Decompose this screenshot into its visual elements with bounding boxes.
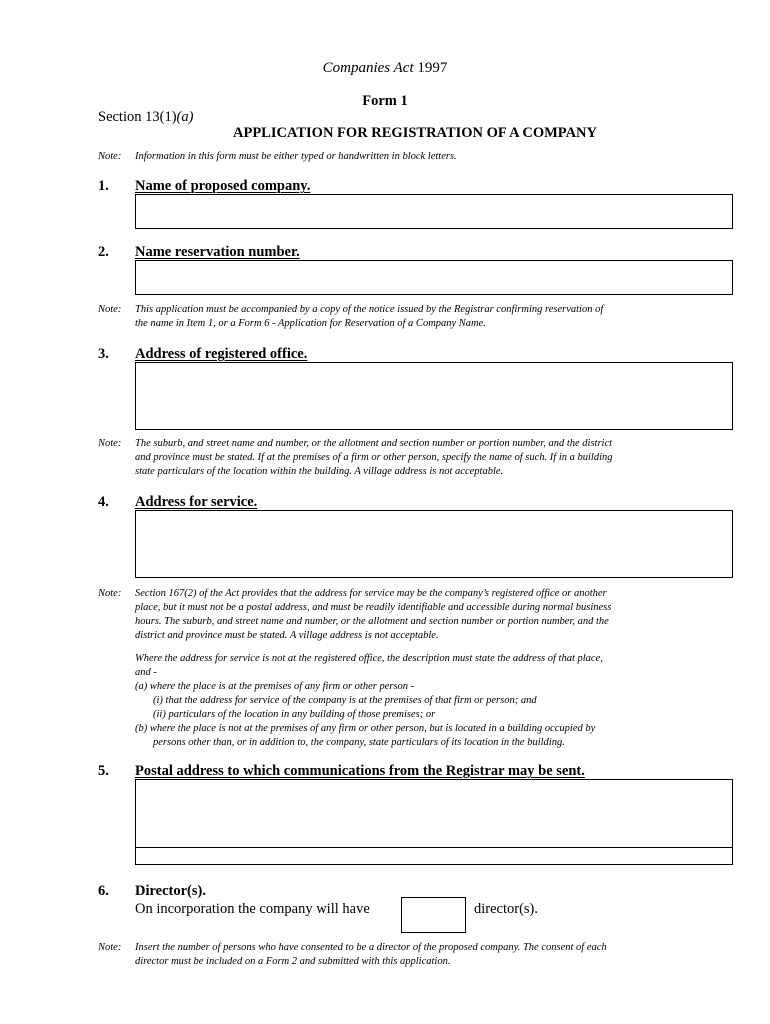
note-line: director must be included on a Form 2 and submitted with this application. (135, 956, 451, 967)
note-item3 (135, 437, 730, 479)
item-heading: Postal address to which communications from the Registrar may be sent. (135, 763, 585, 779)
note-line: place, but it must not be a postal address, and must be readily identifiable and accessible during normal business (135, 602, 612, 613)
note-line: district and province must be stated. A village address is not acceptable. (135, 630, 439, 641)
note-item4 (135, 587, 730, 643)
item-heading: Address for service. (135, 494, 258, 510)
note-item2 (135, 303, 730, 331)
act-year: 1997 (413, 60, 448, 76)
note-label: Note: (98, 588, 122, 599)
company-name-field[interactable] (135, 194, 733, 229)
note-line: (b) where the place is not at the premises of any firm or other person, but is located in a building occupied by (135, 723, 596, 734)
postal-address-field[interactable] (135, 779, 733, 865)
registered-office-field[interactable] (135, 362, 733, 430)
item-heading: Director(s). (135, 883, 206, 899)
note-line: hours. The suburb, and street name and number, or the allotment and section number or portion number, and the (135, 616, 609, 627)
item-number: 6. (98, 883, 109, 899)
note-line: Where the address for service is not at the registered office, the description must state the address of that place, (135, 653, 603, 664)
item-heading: Address of registered office. (135, 346, 308, 362)
section-suffix: (a) (176, 109, 194, 125)
reservation-number-field[interactable] (135, 260, 733, 295)
item-number: 4. (98, 494, 109, 510)
note-label: Note: (98, 942, 122, 953)
note-line: state particulars of the location within the building. A village address is not acceptable. (135, 466, 504, 477)
item-number: 5. (98, 763, 109, 779)
note-item4-detail (135, 652, 735, 750)
note-line: This application must be accompanied by a copy of the notice issued by the Registrar confirming reservation of (135, 304, 604, 315)
note-label: Note: (98, 151, 122, 162)
section-reference (98, 109, 193, 126)
item-heading: Name of proposed company. (135, 178, 311, 194)
item-number: 1. (98, 178, 109, 194)
item-number: 2. (98, 244, 109, 260)
note-line: (a) where the place is at the premises of any firm or other person - (135, 681, 415, 692)
item-heading: Name reservation number. (135, 244, 300, 260)
address-for-service-field[interactable] (135, 510, 733, 578)
intro-note: Information in this form must be either typed or handwritten in block letters. (135, 151, 457, 162)
note-line: Section 167(2) of the Act provides that the address for service may be the company’s registered office or another (135, 588, 607, 599)
note-line: and - (135, 667, 157, 678)
directors-prefix: On incorporation the company will have (135, 901, 370, 917)
directors-suffix: director(s). (474, 901, 539, 917)
act-title (0, 60, 770, 77)
note-line: The suburb, and street name and number, or the allotment and section number or portion number, and the district (135, 438, 613, 449)
note-line: Insert the number of persons who have consented to be a director of the proposed company. The consent of each (135, 942, 607, 953)
item-number: 3. (98, 346, 109, 362)
directors-count-field[interactable] (401, 897, 466, 933)
note-item6 (135, 941, 730, 969)
note-line: (ii) particulars of the location in any building of those premises; or (153, 709, 436, 720)
form-label: Form 1 (362, 93, 408, 109)
act-name: Companies Act (322, 60, 414, 76)
section-prefix: Section 13(1) (98, 109, 177, 125)
note-label: Note: (98, 304, 122, 315)
note-line: persons other than, or in addition to, the company, state particulars of its location in the building. (153, 737, 565, 748)
postal-address-divider (136, 847, 732, 848)
note-label: Note: (98, 438, 122, 449)
form-title: APPLICATION FOR REGISTRATION OF A COMPANY (233, 125, 597, 141)
note-line: the name in Item 1, or a Form 6 - Application for Reservation of a Company Name. (135, 318, 486, 329)
note-line: (i) that the address for service of the company is at the premises of that firm or person; and (153, 695, 537, 706)
note-line: and province must be stated. If at the premises of a firm or other person, specify the name of such. If in a building (135, 452, 613, 463)
